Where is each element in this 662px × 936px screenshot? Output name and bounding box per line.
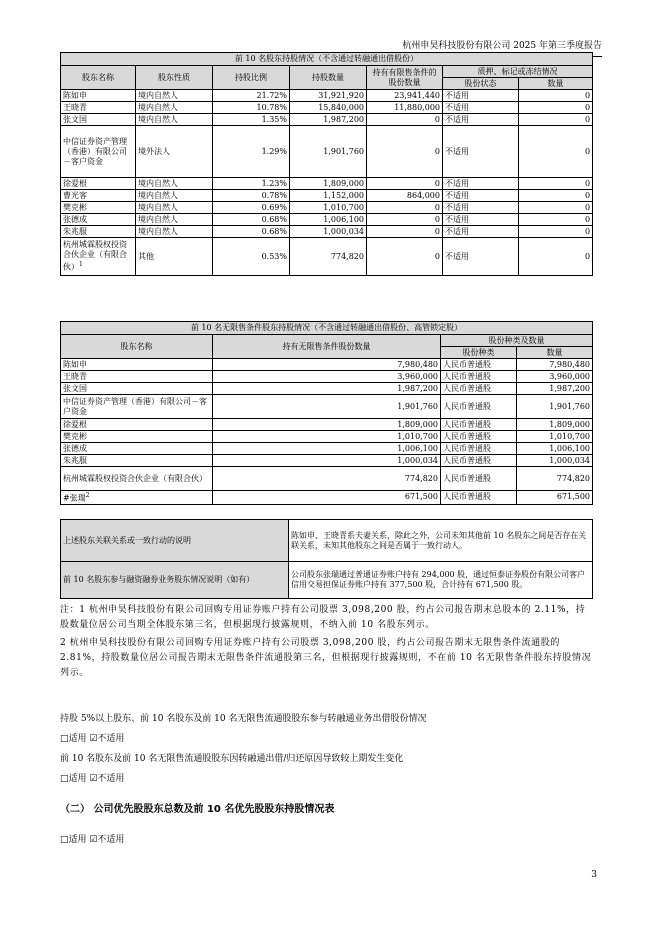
holding-ratio-cell: 0.78% [213, 190, 290, 202]
holding-ratio-cell: 1.23% [213, 178, 290, 190]
shareholder-name-cell: 徐爱根 [61, 419, 213, 431]
share-type-cell: 人民币普通股 [441, 467, 517, 491]
shareholder-name-cell: 徐爱根 [61, 178, 136, 190]
unrestricted-qty-cell: 1,987,200 [213, 383, 441, 395]
restricted-qty-cell: 0 [367, 226, 443, 238]
col-header-qty: 持股数量 [290, 66, 367, 90]
holding-qty-cell: 1,901,760 [290, 126, 367, 178]
table-row [61, 443, 593, 455]
share-type-cell: 人民币普通股 [441, 491, 517, 505]
question-1: 持股 5%以上股东、前 10 名股东及前 10 名无限售流通股股东参与转融通业务出借股份情况 [60, 714, 427, 724]
pledge-status-cell: 不适用 [443, 238, 519, 276]
col-header-type: 股份种类 [441, 347, 517, 359]
share-count-cell: 1,000,034 [517, 455, 593, 467]
col-header-name: 股东名称 [61, 66, 136, 90]
note-1: 注：1 杭州申昊科技股份有限公司回购专用证券账户持有公司股票 3,098,200 股，约占公司报告期末总股本的 2.11%，持股数量位居公司当期全体股东第三名，但根据现行披露规则，不纳入前 10 名股东列示。 [60, 605, 586, 630]
holding-qty-cell: 1,000,034 [290, 226, 367, 238]
col-header-count: 数量 [519, 78, 593, 90]
holding-ratio-cell: 10.78% [213, 102, 290, 114]
col-header-ratio: 持股比例 [213, 66, 290, 90]
unrestricted-qty-cell: 3,960,000 [213, 371, 441, 383]
margin-trading-label: 前 10 名股东参与融资融券业务股东情况说明（如有） [61, 562, 289, 599]
holding-qty-cell: 15,840,000 [290, 102, 367, 114]
shareholder-name-cell: 张文国 [61, 114, 136, 126]
holding-qty-cell: 1,152,000 [290, 190, 367, 202]
holding-qty-cell: 774,820 [290, 238, 367, 276]
shareholder-nature-cell: 境内自然人 [136, 202, 213, 214]
col-header-type-group: 股份种类及数量 [441, 335, 593, 347]
shareholder-name-cell: 樊克彬 [61, 202, 136, 214]
shareholder-nature-cell: 境内自然人 [136, 102, 213, 114]
pledge-status-cell: 不适用 [443, 90, 519, 102]
question-2: 前 10 名股东及前 10 名无限售流通股股东因转融通出借/归还原因导致较上期发生变化 [60, 754, 404, 764]
table-row [61, 238, 593, 276]
footnote-marker: 1 [79, 261, 83, 269]
restricted-qty-cell: 0 [367, 114, 443, 126]
pledge-count-cell: 0 [519, 238, 593, 276]
section-options: □适用 ☑不适用 [60, 835, 125, 845]
restricted-qty-cell: 0 [367, 178, 443, 190]
relations-label: 上述股东关联关系或一致行动的说明 [61, 520, 289, 562]
table-row [61, 359, 593, 371]
shareholder-nature-cell: 境内自然人 [136, 226, 213, 238]
table-row [61, 226, 593, 238]
unrestricted-qty-cell: 1,901,760 [213, 395, 441, 419]
col-header-restricted: 持有有限售条件的股份数量 [367, 66, 443, 90]
share-count-cell: 7,980,480 [517, 359, 593, 371]
pledge-count-cell: 0 [519, 190, 593, 202]
share-type-cell: 人民币普通股 [441, 395, 517, 419]
holding-ratio-cell: 1.35% [213, 114, 290, 126]
table-row [61, 431, 593, 443]
shareholder-name-cell: 樊克彬 [61, 431, 213, 443]
share-count-cell: 1,010,700 [517, 431, 593, 443]
pledge-status-cell: 不适用 [443, 178, 519, 190]
shareholder-name-cell: 陈如申 [61, 90, 136, 102]
shareholder-name-cell: 张德成 [61, 214, 136, 226]
pledge-count-cell: 0 [519, 102, 593, 114]
table-row [61, 419, 593, 431]
shareholder-name-cell: 朱兆服 [61, 226, 136, 238]
table-row [61, 126, 593, 178]
page-header: 杭州申昊科技股份有限公司 2025 年第三季度报告 [60, 38, 602, 57]
pledge-status-cell: 不适用 [443, 102, 519, 114]
shareholder-nature-cell: 境内自然人 [136, 90, 213, 102]
col-header-name: 股东名称 [61, 335, 213, 359]
table-row [61, 455, 593, 467]
top10-unrestricted-table [60, 321, 593, 505]
shareholder-name-cell: 中信证券资产管理（香港）有限公司－客户资金 [61, 126, 136, 178]
share-type-cell: 人民币普通股 [441, 419, 517, 431]
holding-qty-cell: 1,010,700 [290, 202, 367, 214]
table-row [61, 114, 593, 126]
share-type-cell: 人民币普通股 [441, 455, 517, 467]
holding-ratio-cell: 0.68% [213, 214, 290, 226]
shareholder-name-cell: 中信证券资产管理（香港）有限公司－客户资金 [61, 395, 213, 419]
unrestricted-qty-cell: 671,500 [213, 491, 441, 505]
table-row [61, 371, 593, 383]
margin-trading-value: 公司股东张瑞通过普通证券账户持有 294,000 股，通过恒泰证券股份有限公司客户信用交易担保证券账户持有 377,500 股，合计持有 671,500 股。 [289, 562, 593, 599]
pledge-count-cell: 0 [519, 202, 593, 214]
section-title: （二） 公司优先股股东总数及前 10 名优先股股东持股情况表 [60, 804, 335, 815]
shareholder-nature-cell: 其他 [136, 238, 213, 276]
col-header-qty: 持有无限售条件股份数量 [213, 335, 441, 359]
share-count-cell: 1,006,100 [517, 443, 593, 455]
holding-qty-cell: 1,987,200 [290, 114, 367, 126]
shareholder-nature-cell: 境内自然人 [136, 190, 213, 202]
share-count-cell: 1,987,200 [517, 383, 593, 395]
holding-ratio-cell: 1.29% [213, 126, 290, 178]
shareholder-nature-cell: 境内自然人 [136, 178, 213, 190]
restricted-qty-cell: 11,880,000 [367, 102, 443, 114]
shareholder-nature-cell: 境内自然人 [136, 114, 213, 126]
share-type-cell: 人民币普通股 [441, 359, 517, 371]
holding-qty-cell: 1,006,100 [290, 214, 367, 226]
unrestricted-qty-cell: 7,980,480 [213, 359, 441, 371]
pledge-status-cell: 不适用 [443, 190, 519, 202]
question-2-options: □适用 ☑不适用 [60, 774, 125, 784]
pledge-status-cell: 不适用 [443, 126, 519, 178]
table-row [61, 102, 593, 114]
holding-ratio-cell: 0.53% [213, 238, 290, 276]
pledge-count-cell: 0 [519, 178, 593, 190]
pledge-count-cell: 0 [519, 226, 593, 238]
holding-ratio-cell: 0.69% [213, 202, 290, 214]
share-count-cell: 774,820 [517, 467, 593, 491]
restricted-qty-cell: 0 [367, 126, 443, 178]
shareholder-nature-cell: 境外法人 [136, 126, 213, 178]
pledge-count-cell: 0 [519, 214, 593, 226]
share-count-cell: 3,960,000 [517, 371, 593, 383]
share-count-cell: 1,809,000 [517, 419, 593, 431]
shareholder-name-cell: 张德成 [61, 443, 213, 455]
footnote-marker: 2 [85, 492, 90, 499]
pledge-count-cell: 0 [519, 114, 593, 126]
table-row [61, 202, 593, 214]
table-row [61, 214, 593, 226]
relations-table [60, 519, 593, 599]
table-title: 前 10 名无限售条件股东持股情况（不含通过转融通出借股份、高管锁定股） [61, 322, 593, 335]
top10-shareholders-table [60, 52, 593, 276]
restricted-qty-cell: 864,000 [367, 190, 443, 202]
table-row [61, 491, 593, 505]
col-header-status: 股份状态 [443, 78, 519, 90]
pledge-status-cell: 不适用 [443, 114, 519, 126]
shareholder-name-cell: 陈如申 [61, 359, 213, 371]
share-type-cell: 人民币普通股 [441, 443, 517, 455]
note-2: 2 杭州申昊科技股份有限公司回购专用证券账户持有公司股票 3,098,200 股，约占公司报告期末无限售条件流通股的 2.81%，持股数量位居公司报告期末无限售条件流通股第三名，但根据现行披露规则，不在前 10 名无限售条件股东持股情况列示。 [60, 638, 592, 678]
table-row [61, 90, 593, 102]
pledge-count-cell: 0 [519, 126, 593, 178]
notes-block [60, 603, 592, 681]
share-count-cell: 1,901,760 [517, 395, 593, 419]
pledge-status-cell: 不适用 [443, 214, 519, 226]
pledge-count-cell: 0 [519, 90, 593, 102]
shareholder-name-cell: 王晓青 [61, 102, 136, 114]
shareholder-name-cell: 王晓青 [61, 371, 213, 383]
share-type-cell: 人民币普通股 [441, 431, 517, 443]
shareholder-nature-cell: 境内自然人 [136, 214, 213, 226]
unrestricted-qty-cell: 1,010,700 [213, 431, 441, 443]
unrestricted-qty-cell: 1,809,000 [213, 419, 441, 431]
page-number: 3 [591, 870, 597, 880]
table-title: 前 10 名股东持股情况（不含通过转融通出借股份） [61, 53, 593, 66]
table-row [61, 178, 593, 190]
holding-qty-cell: 1,809,000 [290, 178, 367, 190]
holding-ratio-cell: 0.68% [213, 226, 290, 238]
shareholder-name-cell: 朱兆服 [61, 455, 213, 467]
holding-ratio-cell: 21.72% [213, 90, 290, 102]
shareholder-name-cell: 曹光客 [61, 190, 136, 202]
table-row [61, 190, 593, 202]
pledge-status-cell: 不适用 [443, 202, 519, 214]
shareholder-name-cell: 杭州城霖股权投资合伙企业（有限合伙）$^1$ [61, 238, 136, 276]
share-type-cell: 人民币普通股 [441, 383, 517, 395]
share-count-cell: 671,500 [517, 491, 593, 505]
restricted-qty-cell: 23,941,440 [367, 90, 443, 102]
table-row [61, 383, 593, 395]
shareholder-name-cell: #张瑞$^2$ [61, 491, 213, 505]
unrestricted-qty-cell: 1,000,034 [213, 455, 441, 467]
shareholder-name-cell: 杭州城霖股权投资合伙企业（有限合伙） [61, 467, 213, 491]
col-header-pledge: 质押、标记或冻结情况 [443, 66, 593, 78]
col-header-count: 数量 [517, 347, 593, 359]
pledge-status-cell: 不适用 [443, 226, 519, 238]
table-row [61, 467, 593, 491]
unrestricted-qty-cell: 774,820 [213, 467, 441, 491]
holding-qty-cell: 31,921,920 [290, 90, 367, 102]
restricted-qty-cell: 0 [367, 238, 443, 276]
shareholder-name-cell: 张文国 [61, 383, 213, 395]
question-1-options: □适用 ☑不适用 [60, 734, 125, 744]
relations-value: 陈如申、王晓青系夫妻关系，除此之外，公司未知其他前 10 名股东之间是否存在关联关系，未知其他股东之间是否属于一致行动人。 [289, 520, 593, 562]
table-row [61, 395, 593, 419]
restricted-qty-cell: 0 [367, 214, 443, 226]
restricted-qty-cell: 0 [367, 202, 443, 214]
share-type-cell: 人民币普通股 [441, 371, 517, 383]
question-block [60, 712, 592, 787]
col-header-nature: 股东性质 [136, 66, 213, 90]
unrestricted-qty-cell: 1,006,100 [213, 443, 441, 455]
